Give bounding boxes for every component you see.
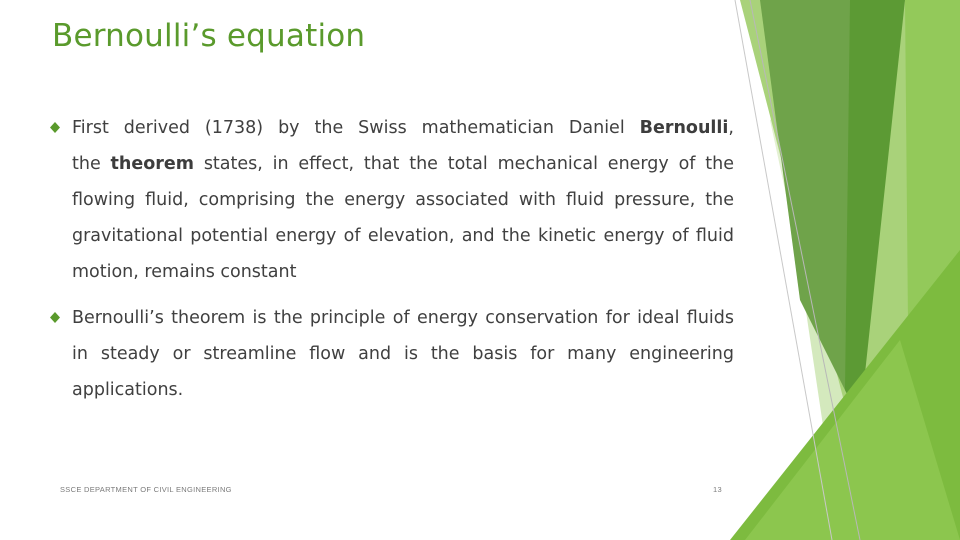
paragraph-line: motion, remains constant bbox=[72, 262, 297, 282]
paragraph-line: the theorem states, in effect, that the total mechanical energy of the bbox=[72, 154, 734, 174]
footer-department: SSCE DEPARTMENT OF CIVIL ENGINEERING bbox=[60, 485, 232, 494]
bullet-diamond-icon bbox=[50, 122, 60, 133]
paragraph-line: applications. bbox=[72, 380, 184, 400]
paragraph-line: gravitational potential energy of elevation, and the kinetic energy of fluid bbox=[72, 226, 734, 246]
bullet-paragraph-2 bbox=[72, 308, 734, 416]
paragraph-line: First derived (1738) by the Swiss mathematician Daniel Bernoulli, bbox=[72, 118, 734, 138]
bullet-diamond-icon bbox=[50, 312, 60, 323]
paragraph-line: flowing fluid, comprising the energy associated with fluid pressure, the bbox=[72, 190, 734, 210]
bullet-paragraph-1 bbox=[72, 118, 734, 298]
paragraph-line: in steady or streamline flow and is the basis for many engineering bbox=[72, 344, 734, 364]
paragraph-line: Bernoulli’s theorem is the principle of energy conservation for ideal fluids bbox=[72, 308, 734, 328]
page-number: 13 bbox=[713, 485, 722, 494]
page-title: Bernoulli’s equation bbox=[52, 18, 366, 54]
